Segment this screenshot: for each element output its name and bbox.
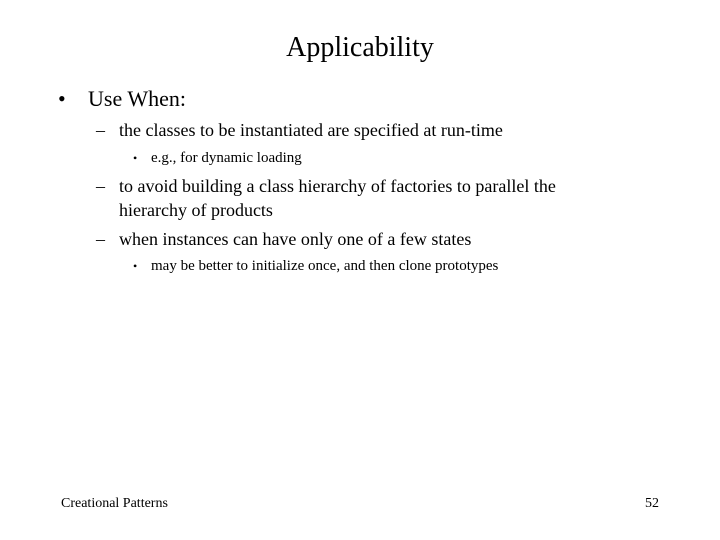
footer-course-title: Creational Patterns (61, 496, 168, 511)
dash-marker: – (96, 120, 105, 140)
page-number: 52 (645, 496, 659, 511)
sub-bullet-text: when instances can have only one of a few states (119, 229, 472, 249)
sub-bullet-text-line2: hierarchy of products (119, 200, 273, 220)
sub-sub-bullet-text: may be better to initialize once, and then clone prototypes (151, 258, 499, 274)
bullet-marker: • (133, 259, 138, 273)
bullet-marker: • (133, 151, 138, 165)
sub-bullet-text: the classes to be instantiated are specified at run-time (119, 120, 503, 140)
dash-marker: – (96, 229, 105, 249)
bullet-marker: • (58, 86, 66, 111)
slide-title: Applicability (286, 32, 434, 63)
sub-bullet-text-line1: to avoid building a class hierarchy of factories to parallel the (119, 176, 556, 196)
dash-marker: – (96, 176, 105, 196)
sub-sub-bullet-text: e.g., for dynamic loading (151, 150, 302, 166)
bullet-text: Use When: (88, 86, 186, 111)
